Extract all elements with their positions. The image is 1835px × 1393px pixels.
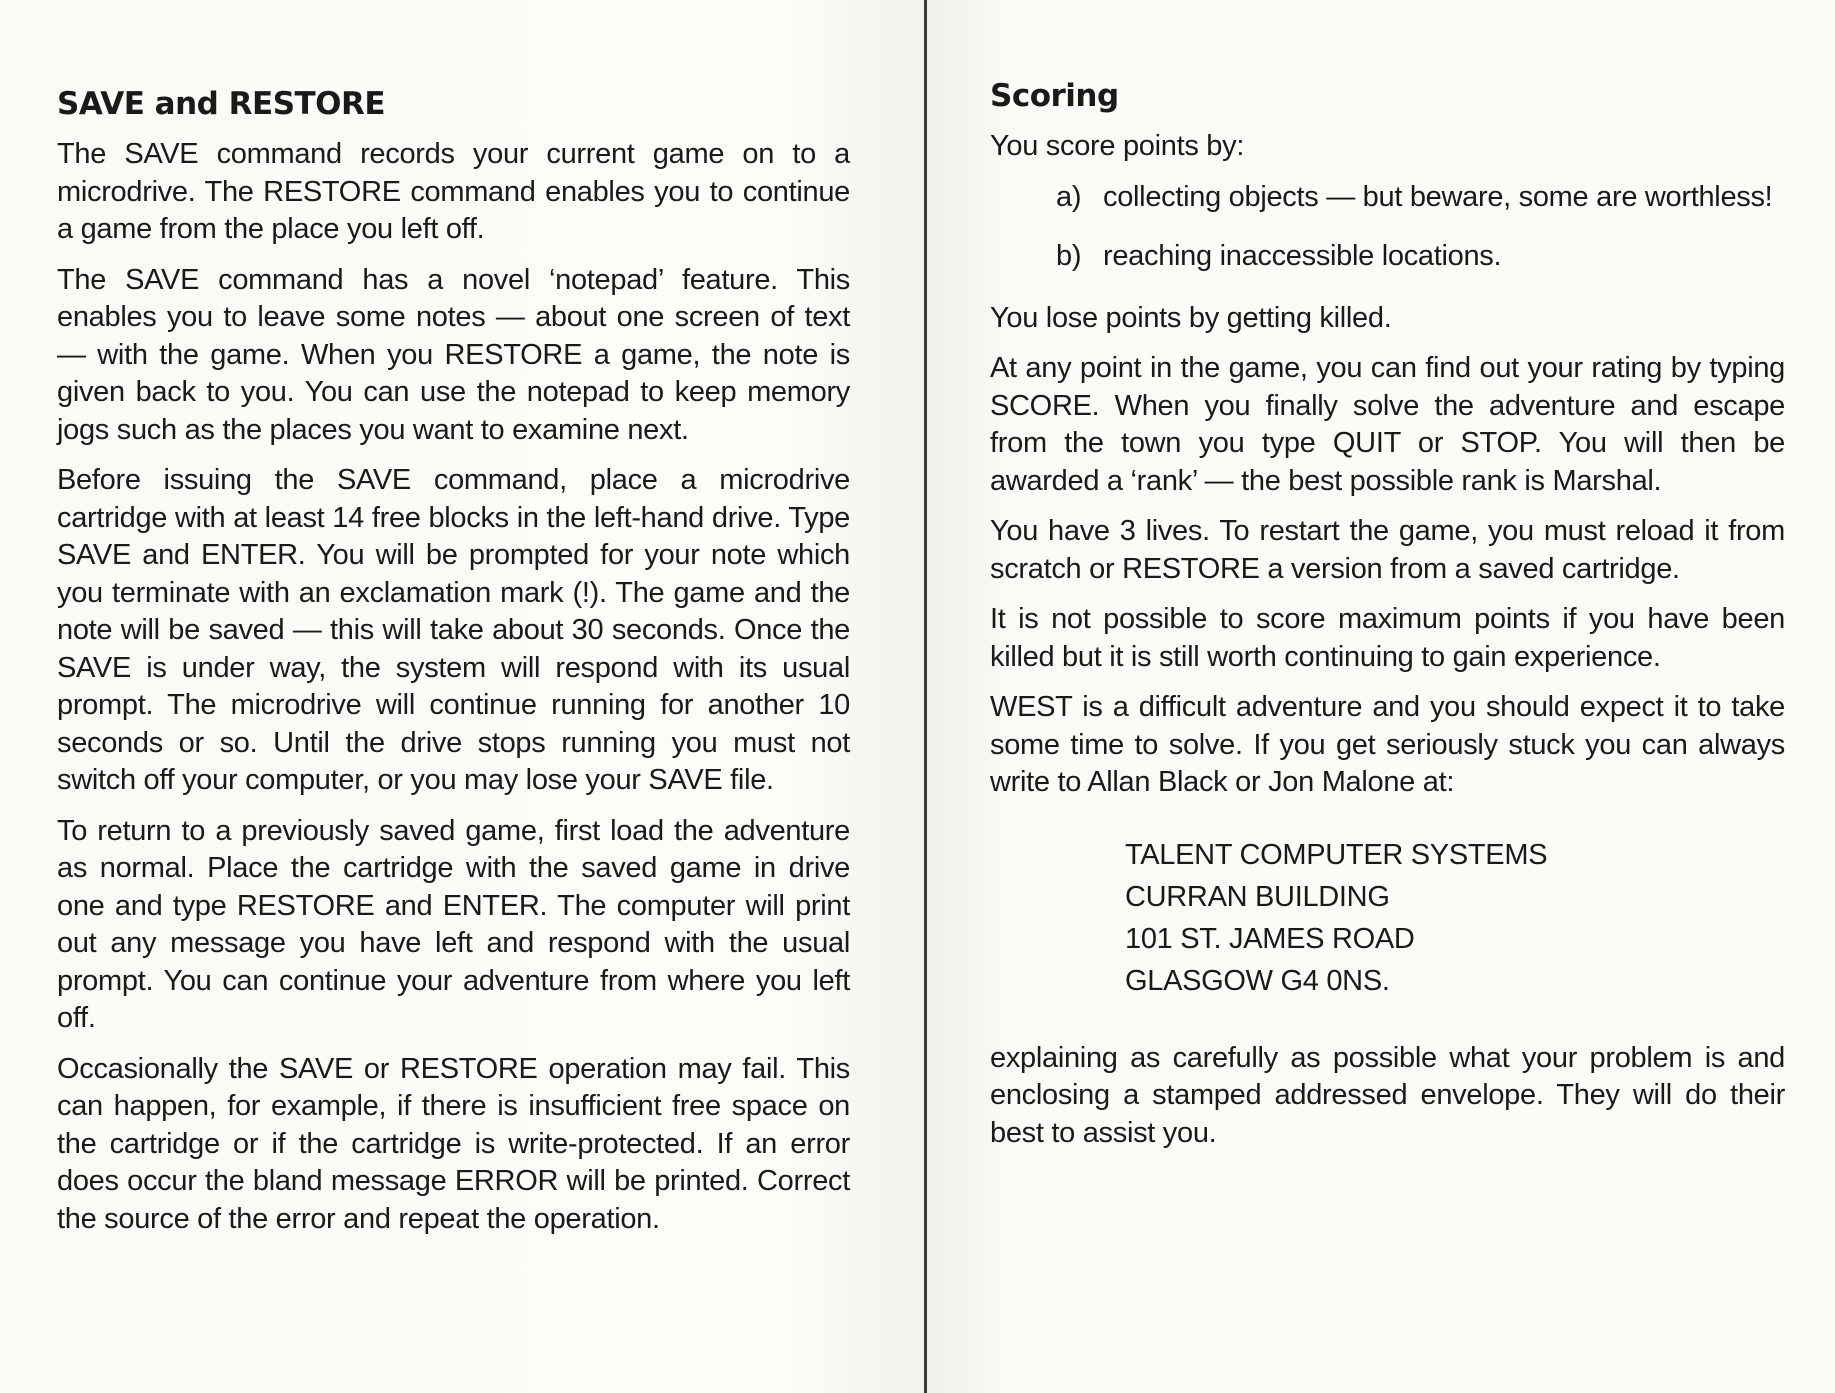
address-line: 101 ST. JAMES ROAD — [1125, 922, 1415, 955]
address-line: GLASGOW G4 0NS. — [1125, 964, 1390, 997]
list-item — [1056, 179, 1785, 217]
right-page-content — [990, 78, 1785, 1165]
scoring-list — [1056, 179, 1785, 276]
paragraph: It is not possible to score maximum points if you have been killed but it is still worth continuing to gain experience. — [990, 603, 1785, 673]
section-heading-scoring: Scoring — [990, 78, 1119, 114]
section-heading-save-restore: SAVE and RESTORE — [57, 86, 386, 122]
paragraph: At any point in the game, you can find out your rating by typing SCORE. When you finally solve the adventure and escape from the town you type QUIT or STOP. You will then be awarded a ‘rank’ — the best possible rank is Marshal. — [990, 352, 1785, 497]
paragraph: You have 3 lives. To restart the game, you must reload it from scratch or RESTORE a version from a saved cartridge. — [990, 515, 1785, 585]
contact-address — [1125, 834, 1785, 1002]
book-spine — [924, 0, 927, 1393]
closing-paragraph: explaining as carefully as possible what your problem is and enclosing a stamped addressed envelope. They will do their best to assist you. — [990, 1041, 1785, 1149]
list-item — [1056, 238, 1785, 276]
list-item-text: collecting objects — but beware, some are worthless! — [1103, 180, 1773, 213]
paragraph: To return to a previously saved game, first load the adventure as normal. Place the cartridge with the saved game in drive one and type RESTORE and ENTER. The computer will print out any message you have left and respond with the usual prompt. You can continue your adventure from where you left off. — [57, 814, 850, 1034]
paragraph: Before issuing the SAVE command, place a microdrive cartridge with at least 14 free blocks in the left-hand drive. Type SAVE and ENTER. You will be prompted for your note which you terminate with an exclamation mark (!). The game and the note will be saved — this will take about 30 seconds. Once the SAVE is under way, the system will respond with its usual prompt. The microdrive will continue running for another 10 seconds or so. Until the drive stops running you must not switch off your computer, or you may lose your SAVE file. — [57, 464, 850, 796]
list-marker: b) — [1056, 240, 1082, 272]
paragraph: WEST is a difficult adventure and you should expect it to take some time to solve. If you get seriously stuck you can always write to Allan Black or Jon Malone at: — [990, 691, 1785, 798]
list-item-text: reaching inaccessible locations. — [1103, 240, 1502, 272]
paragraph: You lose points by getting killed. — [990, 301, 1392, 334]
left-page-content — [57, 86, 850, 1251]
address-line: CURRAN BUILDING — [1125, 880, 1390, 913]
scoring-intro: You score points by: — [990, 130, 1245, 162]
paragraph: The SAVE command records your current game on to a microdrive. The RESTORE command enables you to continue a game from the place you left off. — [57, 138, 850, 245]
address-line: TALENT COMPUTER SYSTEMS — [1125, 838, 1548, 871]
paragraph: Occasionally the SAVE or RESTORE operation may fail. This can happen, for example, if there is insufficient free space on the cartridge or if the cartridge is write-protected. If an error does occur the bland message ERROR will be printed. Correct the source of the error and repeat the operation. — [57, 1052, 850, 1235]
list-marker: a) — [1056, 180, 1082, 213]
paragraph: The SAVE command has a novel ‘notepad’ feature. This enables you to leave some notes — about one screen of text — with the game. When you RESTORE a game, the note is given back to you. You can use the notepad to keep memory jogs such as the places you want to examine next. — [57, 263, 850, 446]
